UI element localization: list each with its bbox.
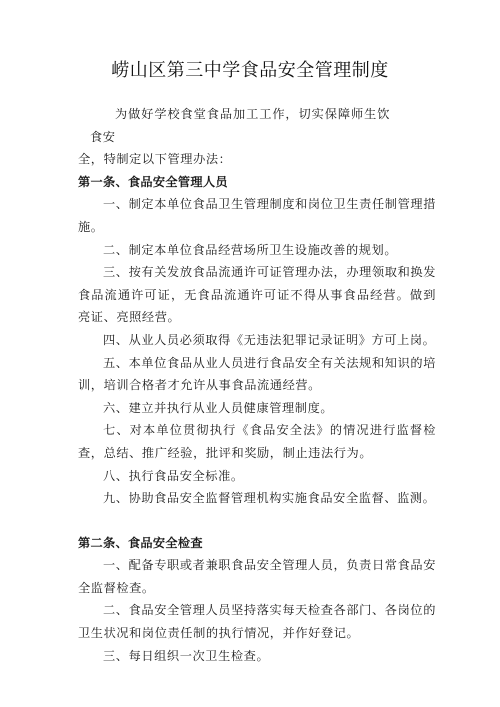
- intro-line-2: 全，特制定以下管理办法：: [78, 152, 232, 167]
- section-1-item: 三、按有关发放食品流通许可证管理办法，办理领取和换发食品流通许可证，无食品流通许可证不得从事食品经营。做到亮证、亮照经营。: [78, 265, 436, 325]
- section-2-heading: 第二条、食品安全检查: [78, 535, 203, 550]
- section-1-item: 九、协助食品安全监督管理机构实施食品安全监督、监测。: [103, 491, 436, 506]
- section-2-item: 三、每日组织一次卫生检查。: [103, 648, 270, 663]
- section-1-item: 二、制定本单位食品经营场所卫生设施改善的规划。: [103, 242, 398, 257]
- section-1-item: 四、从业人员必须取得《无违法犯罪记录证明》方可上岗。: [103, 332, 436, 347]
- section-1-item: 七、对本单位贯彻执行《食品安全法》的情况进行监督检查，总结、推广经验，批评和奖励，制止违法行为。: [78, 423, 436, 460]
- section-1-item: 一、制定本单位食品卫生管理制度和岗位卫生责任制管理措施。: [78, 197, 436, 234]
- document-title: 崂山区第三中学食品安全管理制度: [111, 60, 389, 81]
- section-1-item: 八、执行食品安全标准。: [103, 468, 244, 483]
- section-2-item: 一、配备专职或者兼职食品安全管理人员，负责日常食品安全监督检查。: [78, 558, 436, 595]
- document-body: [78, 103, 436, 667]
- section-spacer: [78, 510, 436, 532]
- section-2-item: 二、食品安全管理人员坚持落实每天检查各部门、各岗位的卫生状况和岗位责任制的执行情况，并作好登记。: [78, 603, 436, 641]
- section-1-item: 六、建立并执行从业人员健康管理制度。: [103, 400, 334, 415]
- section-1-heading: 第一条、食品安全管理人员: [78, 174, 228, 189]
- intro-line-1: 为做好学校食堂食品加工工作，切实保障师生饮食安: [90, 107, 390, 144]
- section-1-item: 五、本单位食品从业人员进行食品安全有关法规和知识的培训，培训合格者才允许从事食品流通经营。: [78, 355, 436, 393]
